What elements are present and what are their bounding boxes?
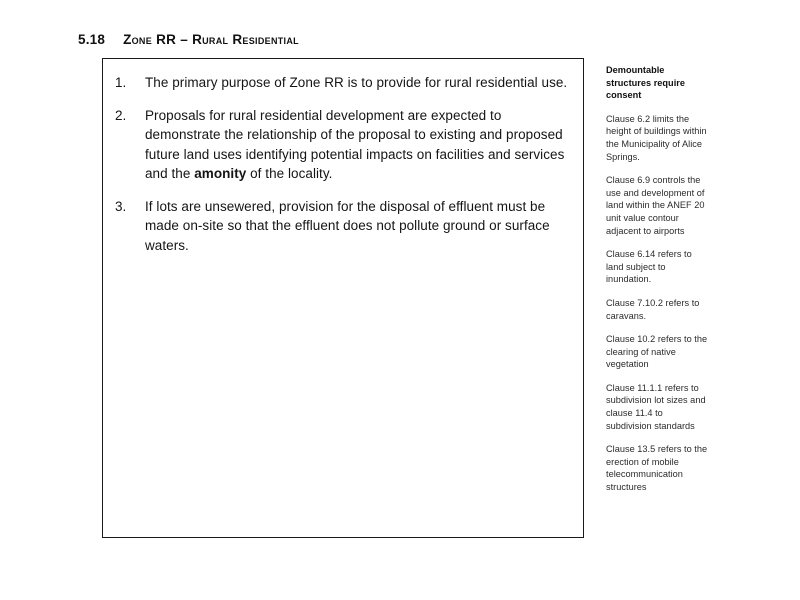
- clause-box: [102, 58, 584, 538]
- clause-text: If lots are unsewered, provision for the disposal of effluent must be made on-site so that the effluent does not pollute ground or surface waters.: [145, 198, 550, 253]
- section-number: 5.18: [78, 32, 106, 47]
- clause-text: Proposals for rural residential development are expected to demonstrate the relationship of the proposal to existing and proposed future land uses identifying potential impacts on facilities and services and the amonity of the locality.: [145, 107, 565, 181]
- margin-note: Clause 13.5 refers to the erection of mobile telecommunication structures: [606, 444, 708, 493]
- margin-note: Demountable structures require consent: [606, 65, 685, 101]
- margin-note: Clause 10.2 refers to the clearing of native vegetation: [606, 334, 708, 370]
- clause-number: 2.: [115, 107, 127, 123]
- section-heading: [78, 32, 299, 47]
- margin-note: Clause 6.14 refers to land subject to inundation.: [606, 249, 692, 285]
- margin-notes: [606, 64, 710, 505]
- clause-item: [115, 106, 569, 184]
- margin-note: Clause 7.10.2 refers to caravans.: [606, 297, 700, 321]
- section-title: Zone RR – Rural Residential: [123, 32, 299, 47]
- clause-item: [115, 73, 569, 93]
- clause-item: [115, 197, 569, 256]
- margin-note: Clause 6.9 controls the use and development of land within the ANEF 20 unit value contour adjacent to airports: [606, 175, 705, 236]
- clause-number: 3.: [115, 198, 127, 214]
- margin-note: Clause 6.2 limits the height of buildings within the Municipality of Alice Springs.: [606, 113, 707, 162]
- clause-text: The primary purpose of Zone RR is to provide for rural residential use.: [145, 75, 568, 90]
- clause-list: [115, 73, 569, 268]
- clause-number: 1.: [115, 75, 127, 90]
- margin-note: Clause 11.1.1 refers to subdivision lot sizes and clause 11.4 to subdivision standards: [606, 382, 706, 431]
